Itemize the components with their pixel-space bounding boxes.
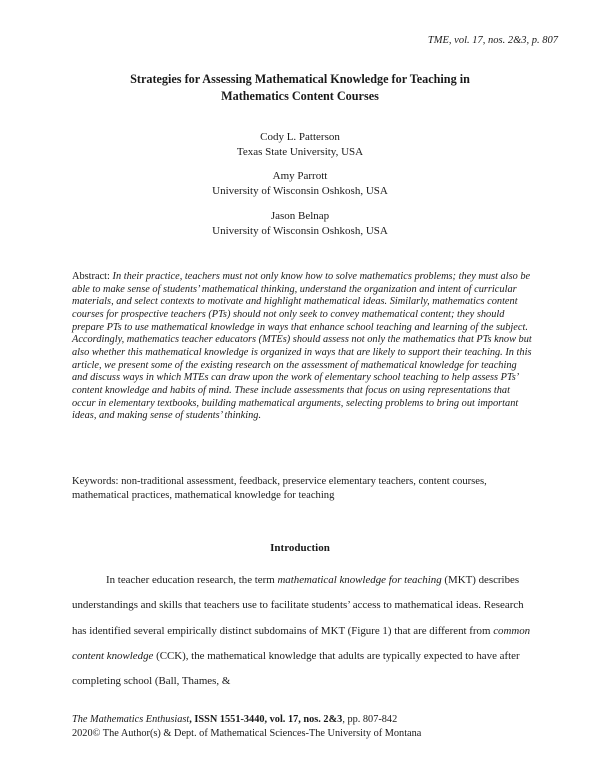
footer-issn-vol: , ISSN 1551-3440, vol. 17, nos. 2&3 (189, 714, 343, 725)
intro-term-cck: common content knowledge (72, 624, 531, 662)
footer-citation (72, 713, 552, 727)
section-heading-introduction: Introduction (270, 542, 330, 554)
paper-title-line-1: Strategies for Assessing Mathematical Knowledge for Teaching in (130, 72, 470, 86)
abstract-text: In their practice, teachers must not only know how to solve mathematics problems; they must also be able to make sense of students’ mathematical thinking, understand the organization and intent of curricular materials, and select contexts to motivate and highlight mathematical ideas. Similarly, mathematics content courses for prospective teachers (PTs) should not only seek to convey mathematical content; they should prepare PTs to use mathematical knowledge in ways that enhance school teaching and learning of the subject. Accordingly, mathematics teacher educators (MTEs) should assess not only the mathematics that PTs know but also whether this mathematical knowledge is organized in ways that are likely to support their teaching. In this article, we present some of the existing research on the assessment of mathematical knowledge for teaching and discuss ways in which MTEs can draw upon the work of elementary school teaching to help assess PTs’ content knowledge and habits of mind. These include assessments that focus on using representations that occur in elementary textbooks, building mathematical arguments, selecting problems to bring out important ideas, and making sense of students’ thinking. (72, 271, 532, 422)
intro-text-3: (CCK), the mathematical knowledge that adults are typically expected to have after completing school (Ball, Thames, & (72, 649, 520, 688)
author-affiliation: University of Wisconsin Oshkosh, USA (212, 225, 388, 237)
page-footer (72, 713, 552, 741)
intro-text-2: (MKT) describes understandings and skills that teachers use to facilitate students’ access to mathematical ideas. Research has identified several empirically distinct subdomains of MKT (Figure 1) that are different from (72, 574, 524, 637)
author-affiliation: Texas State University, USA (236, 146, 364, 158)
footer-journal: The Mathematics Enthusiast (72, 714, 190, 725)
author-affiliation: University of Wisconsin Oshkosh, USA (212, 185, 388, 197)
intro-text-1: In teacher education research, the term (106, 574, 278, 586)
abstract-label: Abstract: (72, 271, 113, 282)
abstract (72, 271, 534, 423)
author-name: Cody L. Patterson (260, 131, 340, 143)
intro-term-mkt: mathematical knowledge for teaching (277, 574, 442, 586)
running-head: TME, vol. 17, nos. 2&3, p. 807 (427, 35, 558, 46)
footer-pages: , pp. 807-842 (342, 714, 398, 725)
author-name: Jason Belnap (270, 210, 330, 222)
author-name: Amy Parrott (272, 170, 328, 182)
paper-title (60, 71, 540, 105)
paper-title-line-2: Mathematics Content Courses (221, 89, 379, 103)
author-block-2 (60, 169, 540, 199)
introduction-paragraph (72, 568, 534, 694)
footer-copyright: 2020© The Author(s) & Dept. of Mathematical Sciences-The University of Montana (72, 728, 422, 739)
author-block-1 (60, 130, 540, 160)
author-block-3 (60, 209, 540, 239)
keywords: Keywords: non-traditional assessment, feedback, preservice elementary teachers, content courses, mathematical practices, mathematical knowledge for teaching (72, 476, 487, 501)
